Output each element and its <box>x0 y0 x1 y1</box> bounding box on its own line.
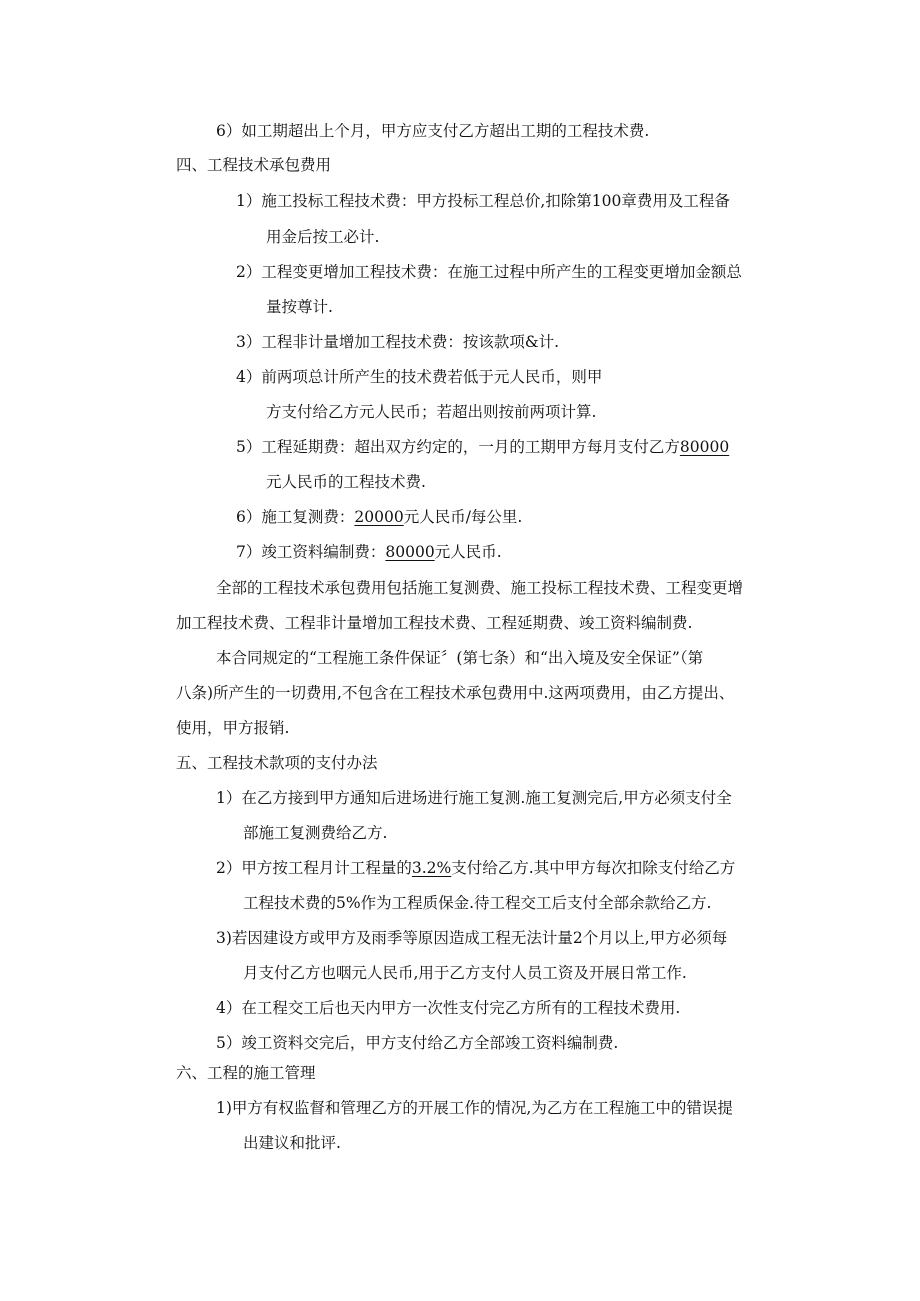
text-line <box>176 683 734 703</box>
text-line <box>243 893 711 913</box>
text-segment: 元人民币. <box>434 543 502 561</box>
text-line <box>176 1063 316 1083</box>
text-line <box>216 998 680 1018</box>
text-line <box>216 648 703 668</box>
text-line <box>176 613 692 633</box>
text-line <box>266 472 426 492</box>
text-line <box>216 1033 618 1053</box>
underlined-value: 80000 <box>679 438 730 456</box>
text-segment: 3)若因建设方或甲方及雨季等原因造成工程无法计量2个月以上,甲方必须每 <box>216 929 728 947</box>
text-segment: 元人民币/每公里. <box>403 508 523 526</box>
text-segment: 1）施工投标工程技术费：甲方投标工程总价,扣除第100章费用及工程备 <box>236 192 730 210</box>
underlined-value: 20000 <box>354 508 404 526</box>
text-segment: 1）在乙方接到甲方通知后进场进行施工复测.施工复测完后,甲方必须支付全 <box>216 789 732 807</box>
text-segment: 使用，甲方报销. <box>176 719 290 737</box>
text-line <box>216 121 649 141</box>
underlined-value: 80000 <box>385 543 435 561</box>
text-line <box>216 858 735 878</box>
text-segment: 八条)所产生的一切费用,不包含在工程技术承包费用中.这两项费用，由乙方提出、 <box>176 684 735 702</box>
text-segment: 2）甲方按工程月计工程量的 <box>216 859 412 877</box>
underlined-value: 3.2% <box>411 859 452 877</box>
text-segment: 出建议和批评. <box>243 1134 341 1152</box>
text-line <box>236 437 729 457</box>
text-line <box>236 191 730 211</box>
text-segment: 支付给乙方.其中甲方每次扣除支付给乙方 <box>451 859 736 877</box>
text-line <box>243 963 687 983</box>
text-segment: 全部的工程技术承包费用包括施工复测费、施工投标工程技术费、工程变更增 <box>216 579 744 597</box>
text-line <box>176 155 331 175</box>
text-segment: 1)甲方有权监督和管理乙方的开展工作的情况,为乙方在工程施工中的错误提 <box>216 1099 733 1117</box>
text-segment: 6）如工期超出上个月，甲方应支付乙方超出工期的工程技术费. <box>216 122 650 140</box>
text-segment: 元人民币的工程技术费. <box>266 473 426 491</box>
text-line <box>216 928 727 948</box>
text-line <box>266 297 333 317</box>
text-line <box>216 1098 733 1118</box>
text-line <box>216 788 732 808</box>
text-line <box>236 332 559 352</box>
text-segment: 工程技术费的5%作为工程质保金.待工程交工后支付全部余款给乙方. <box>243 894 712 912</box>
text-segment: 方支付给乙方元人民币；若超出则按前两项计算. <box>266 403 597 421</box>
text-line <box>236 507 522 527</box>
text-segment: 用金后按工必计. <box>266 228 380 246</box>
text-line <box>243 1133 341 1153</box>
text-segment: 量按尊计. <box>266 298 333 316</box>
text-line <box>236 542 502 562</box>
text-segment: 加工程技术费、工程非计量增加工程技术费、工程延期费、竣工资料编制费. <box>176 614 693 632</box>
text-line <box>236 262 742 282</box>
text-line <box>176 753 378 773</box>
text-line <box>266 227 379 247</box>
text-line <box>266 402 596 422</box>
text-segment: 部施工复测费给乙方. <box>243 824 388 842</box>
text-segment: 6）施工复测费： <box>236 508 355 526</box>
text-line <box>243 823 387 843</box>
text-segment: 5）工程延期费：超出双方约定的，一月的工期甲方每月支付乙方 <box>236 438 680 456</box>
text-segment: 五、工程技术款项的支付办法 <box>176 754 378 772</box>
text-segment: 四、工程技术承包费用 <box>176 156 332 174</box>
text-segment: 月支付乙方也咽元人民币,用于乙方支付人员工资及开展日常工作. <box>243 964 687 982</box>
text-segment: 六、工程的施工管理 <box>176 1064 316 1082</box>
text-line <box>216 578 743 598</box>
text-segment: 7）竣工资料编制费： <box>236 543 386 561</box>
text-line <box>176 718 289 738</box>
text-segment: 4）前两项总计所产生的技术费若低于元人民币，则甲 <box>236 368 603 386</box>
text-line <box>236 367 602 387</box>
text-segment: 5）竣工资料交完后，甲方支付给乙方全部竣工资料编制费. <box>216 1034 619 1052</box>
text-segment: 4）在工程交工后也天内甲方一次性支付完乙方所有的工程技术费用. <box>216 999 681 1017</box>
text-segment: 3）工程非计量增加工程技术费：按该款项&计. <box>236 333 560 351</box>
text-segment: 本合同规定的“工程施工条件保证〞(第七条）和“出入境及安全保证”（第 <box>216 649 704 667</box>
text-segment: 2）工程变更增加工程技术费：在施工过程中所产生的工程变更增加金额总 <box>236 263 742 281</box>
